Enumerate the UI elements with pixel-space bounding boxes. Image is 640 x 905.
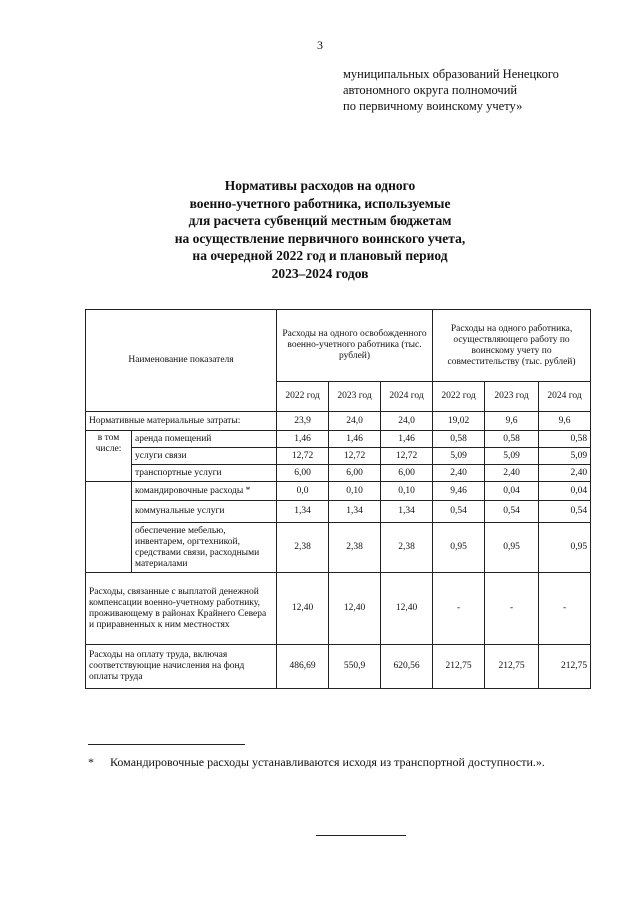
cell-value: -: [539, 573, 591, 645]
bottom-rule: [316, 835, 406, 836]
cell-value: 12,40: [329, 573, 381, 645]
table-row: [86, 448, 591, 465]
title-line: на осуществление первичного воинского учета,: [174, 230, 466, 246]
row-label: транспортные услуги: [132, 465, 277, 482]
cell-value: 6,00: [381, 465, 433, 482]
header-group-released: Расходы на одного освобожденного военно-учетного работника (тыс. рублей): [277, 310, 433, 382]
cell-value: 620,56: [381, 645, 433, 689]
cell-value: 9,46: [433, 482, 485, 501]
cell-value: 0,58: [485, 431, 539, 448]
header-year: 2023 год: [329, 382, 381, 412]
cell-value: 0,54: [539, 501, 591, 523]
header-tail: [343, 66, 559, 114]
cell-value: 5,09: [485, 448, 539, 465]
cell-value: 0,95: [433, 523, 485, 573]
cell-value: 0,58: [433, 431, 485, 448]
header-year: 2024 год: [381, 382, 433, 412]
cell-value: 1,34: [277, 501, 329, 523]
header-tail-line: по первичному воинскому учету»: [343, 99, 523, 113]
cell-value: 0,10: [329, 482, 381, 501]
incl-label: в том числе:: [86, 431, 132, 482]
cell-value: 1,46: [277, 431, 329, 448]
cell-value: 1,46: [329, 431, 381, 448]
header-year: 2023 год: [485, 382, 539, 412]
table-row-pay: [86, 645, 591, 689]
cell-value: -: [433, 573, 485, 645]
table-row: [86, 482, 591, 501]
cell-value: 5,09: [433, 448, 485, 465]
cell-value: 5,09: [539, 448, 591, 465]
title-line: на очередной 2022 год и плановый период: [192, 248, 448, 263]
header-group-part-time: Расходы на одного работника, осуществляющего работу по воинскому учету по совместительству (тыс. рублей): [433, 310, 591, 382]
cell-value: 9,6: [539, 412, 591, 431]
cell-value: 550,9: [329, 645, 381, 689]
cell-value: 0,04: [485, 482, 539, 501]
cell-value: 6,00: [277, 465, 329, 482]
table-row: [86, 501, 591, 523]
header-indicator-name: Наименование показателя: [86, 310, 277, 412]
cell-value: 19,02: [433, 412, 485, 431]
cell-value: 2,40: [433, 465, 485, 482]
row-label: Расходы на оплату труда, включая соответствующие начисления на фонд оплаты труда: [86, 645, 277, 689]
cell-value: 212,75: [433, 645, 485, 689]
footnote-text: Командировочные расходы устанавливаются исходя из транспортной доступности.».: [110, 755, 545, 769]
title-line: 2023–2024 годов: [271, 265, 369, 281]
cell-value: 486,69: [277, 645, 329, 689]
cell-value: 12,72: [277, 448, 329, 465]
cell-value: -: [485, 573, 539, 645]
row-label: командировочные расходы *: [132, 482, 277, 501]
cell-value: 12,72: [329, 448, 381, 465]
header-tail-line: муниципальных образований Ненецкого: [343, 67, 559, 81]
cell-value: 212,75: [539, 645, 591, 689]
header-year: 2022 год: [277, 382, 329, 412]
cell-value: 212,75: [485, 645, 539, 689]
header-year: 2024 год: [539, 382, 591, 412]
row-label: услуги связи: [132, 448, 277, 465]
footnote: [88, 753, 590, 771]
footnote-marker: *: [88, 755, 94, 769]
cell-value: 6,00: [329, 465, 381, 482]
row-label: обеспечение мебелью, инвентарем, оргтехникой, средствами связи, расходными материалами: [132, 523, 277, 573]
cell-value: 1,34: [381, 501, 433, 523]
cell-value: 9,6: [485, 412, 539, 431]
cell-value: 2,40: [539, 465, 591, 482]
cell-value: 0,54: [485, 501, 539, 523]
cell-value: 12,40: [381, 573, 433, 645]
row-label: Расходы, связанные с выплатой денежной компенсации военно-учетному работнику, проживающему в районах Крайнего Севера и приравненных к ним местностях: [86, 573, 277, 645]
row-label: Нормативные материальные затраты:: [86, 412, 277, 431]
row-label: аренда помещений: [132, 431, 277, 448]
cell-value: 0,54: [433, 501, 485, 523]
table-row-material: [86, 412, 591, 431]
cell-value: 0,95: [485, 523, 539, 573]
table-row: [86, 523, 591, 573]
cell-value: 2,38: [277, 523, 329, 573]
norms-table: [85, 309, 591, 689]
cell-value: 2,38: [329, 523, 381, 573]
document-title: [0, 177, 640, 282]
cell-value: 1,34: [329, 501, 381, 523]
cell-value: 0,04: [539, 482, 591, 501]
table-row: [86, 431, 591, 448]
cell-value: 12,72: [381, 448, 433, 465]
cell-value: 2,40: [485, 465, 539, 482]
cell-value: 24,0: [329, 412, 381, 431]
title-line: для расчета субвенций местным бюджетам: [188, 213, 452, 228]
cell-value: 0,95: [539, 523, 591, 573]
incl-spacer: [86, 482, 132, 573]
footnote-separator: [88, 744, 245, 745]
header-year: 2022 год: [433, 382, 485, 412]
header-tail-line: автономного округа полномочий: [343, 83, 518, 97]
cell-value: 0,0: [277, 482, 329, 501]
cell-value: 1,46: [381, 431, 433, 448]
row-label: коммунальные услуги: [132, 501, 277, 523]
title-line: военно-учетного работника, используемые: [189, 195, 451, 211]
cell-value: 24,0: [381, 412, 433, 431]
table-row: [86, 465, 591, 482]
cell-value: 0,10: [381, 482, 433, 501]
cell-value: 0,58: [539, 431, 591, 448]
page-number: 3: [317, 38, 323, 52]
table-row-north: [86, 573, 591, 645]
cell-value: 12,40: [277, 573, 329, 645]
title-line: Нормативы расходов на одного: [224, 178, 416, 193]
cell-value: 23,9: [277, 412, 329, 431]
cell-value: 2,38: [381, 523, 433, 573]
